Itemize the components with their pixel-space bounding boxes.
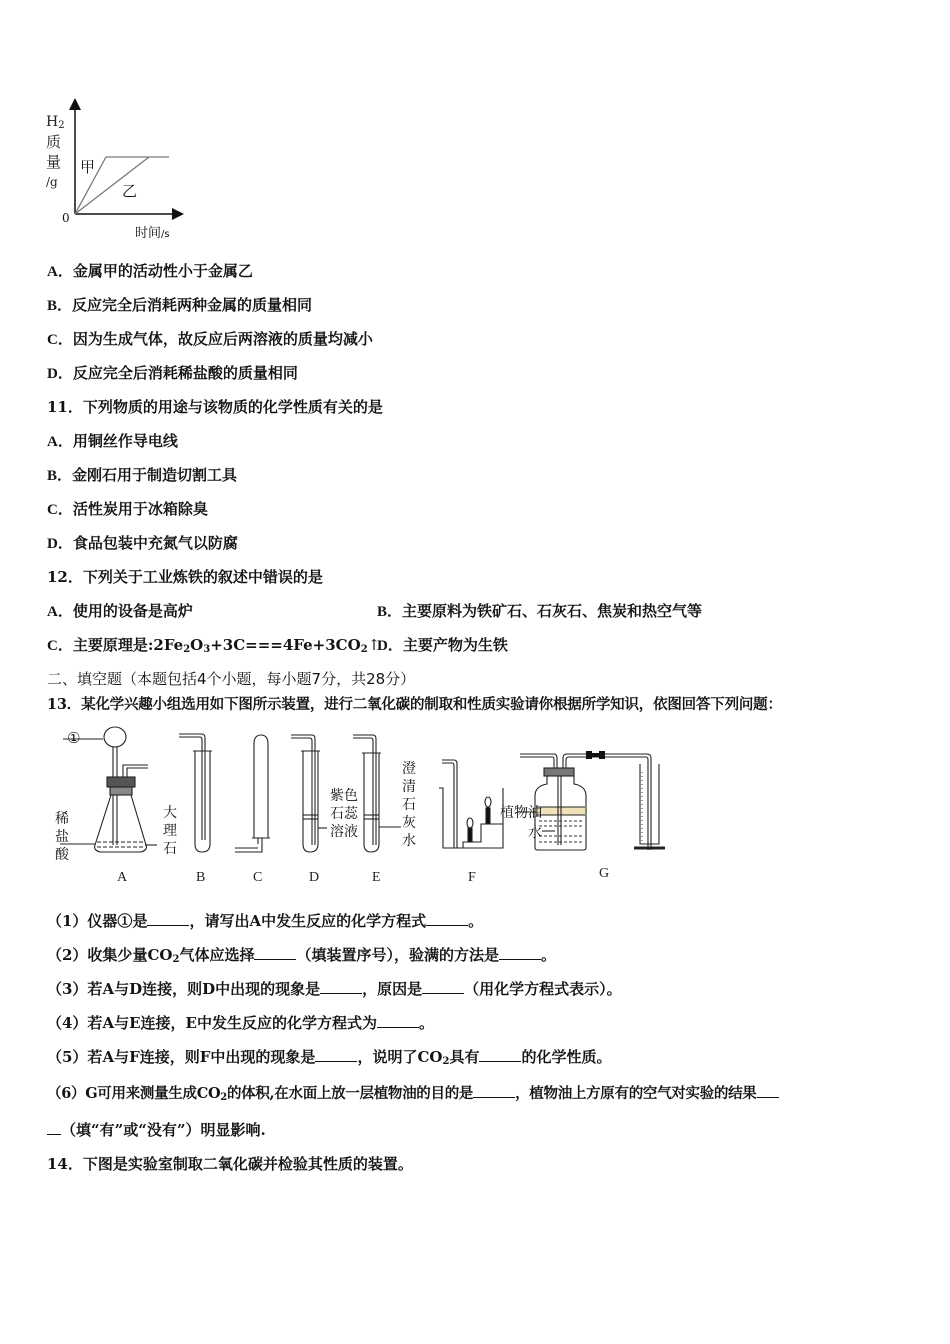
label-char: 大	[163, 805, 177, 821]
q12-option-c	[47, 635, 380, 656]
label-char: 石	[163, 841, 177, 857]
apparatus-letter-b: B	[196, 870, 206, 885]
text: F	[129, 1048, 140, 1066]
x-axis-label	[135, 222, 170, 241]
q11-stem: 11．下列物质的用途与该物质的化学性质有关的是	[47, 398, 383, 416]
q13-part-6-continued	[47, 1120, 266, 1140]
text: 。	[419, 1014, 435, 1032]
x-label-unit: /s	[161, 229, 170, 240]
text: E	[129, 1014, 141, 1032]
label-char: 澄	[402, 761, 416, 777]
text: ，原因是	[362, 980, 423, 998]
q11-option-a	[47, 431, 178, 452]
option-text: 反应完全后消耗稀盐酸的质量相同	[72, 364, 298, 382]
subscript: 2	[183, 644, 191, 655]
label-char: 酸	[55, 847, 69, 863]
option-letter: A．	[47, 604, 73, 620]
y-label-h: H	[46, 114, 59, 130]
apparatus-letter-c: C	[253, 870, 263, 885]
option-text: 用铜丝作导电线	[72, 432, 178, 450]
subscript: 2	[172, 954, 180, 965]
equation-part: +3C===4Fe+3CO	[210, 636, 361, 654]
answer-blank[interactable]	[254, 945, 296, 960]
text: 连接，	[140, 1014, 186, 1032]
q13-part-2	[47, 945, 556, 965]
apparatus-letter-g: G	[599, 866, 610, 881]
label-limewater	[402, 760, 418, 850]
label-char: 石	[402, 797, 416, 813]
answer-blank-continued[interactable]	[47, 1120, 61, 1135]
text: A	[102, 980, 115, 998]
label-line: 紫色	[330, 788, 358, 804]
q12-option-a	[47, 601, 193, 622]
answer-blank[interactable]	[426, 911, 468, 926]
y-label-line3: 量	[46, 153, 62, 171]
text: 可用来测量生成	[97, 1085, 197, 1102]
apparatus-letter-f: F	[468, 870, 476, 885]
text: A	[249, 912, 262, 930]
text: 的体积,在水面上放一层植物油的目的是	[226, 1085, 474, 1102]
text: 与	[114, 1048, 130, 1066]
label-circled-one: ①	[67, 729, 81, 747]
series-label-yi: 乙	[122, 182, 138, 200]
q12-option-d	[377, 635, 508, 656]
option-letter: D．	[47, 366, 73, 382]
section-heading-fill-in: 二、填空题（本题包括4个小题，每小题7分，共28分）	[47, 670, 416, 688]
answer-blank[interactable]	[479, 1047, 521, 1062]
label-char: 稀	[55, 811, 69, 827]
text: 。	[540, 946, 556, 964]
apparatus-letter-a: A	[117, 870, 128, 885]
equation-part: O	[190, 636, 204, 654]
text: （6）	[47, 1085, 86, 1102]
y-axis-label	[46, 112, 65, 192]
option-text: 反应完全后消耗两种金属的质量相同	[72, 296, 313, 314]
subscript: 3	[203, 644, 211, 655]
text: A	[102, 1014, 115, 1032]
text: CO	[417, 1048, 443, 1066]
q10-option-a	[47, 261, 253, 282]
answer-blank[interactable]	[499, 945, 541, 960]
label-line: 溶液	[330, 824, 358, 840]
equation-part: 主要原理是:2Fe	[72, 636, 184, 654]
label-char: 水	[402, 833, 416, 849]
text: D	[129, 980, 143, 998]
text: 气体应选择	[179, 946, 255, 964]
answer-blank[interactable]	[147, 911, 189, 926]
text: A	[102, 1048, 115, 1066]
option-letter: D．	[47, 536, 73, 552]
text: 连接，则	[142, 980, 203, 998]
text: CO	[147, 946, 173, 964]
text: （3）若	[47, 980, 103, 998]
text: （5）若	[47, 1048, 103, 1066]
text: 与	[114, 980, 130, 998]
option-letter: B．	[47, 468, 73, 484]
label-marble	[163, 804, 179, 858]
option-letter: D．	[377, 638, 403, 654]
option-letter: C．	[47, 502, 73, 518]
apparatus-letter-e: E	[372, 870, 381, 885]
label-char: 理	[163, 823, 177, 839]
q13-part-3	[47, 979, 622, 999]
option-text: 主要原料为铁矿石、石灰石、焦炭和热空气等	[402, 602, 703, 620]
text: 中出现的现象是	[215, 980, 321, 998]
y-label-line4: /g	[46, 175, 58, 189]
apparatus-letter-d: D	[309, 870, 320, 885]
label-char: 盐	[55, 829, 69, 845]
option-text: 使用的设备是高炉	[72, 602, 193, 620]
text: 连接，则	[139, 1048, 200, 1066]
answer-blank[interactable]	[757, 1083, 779, 1098]
option-text: 金刚石用于制造切割工具	[72, 466, 238, 484]
label-water: 水	[528, 825, 542, 841]
q11-option-b	[47, 465, 237, 486]
option-letter: C．	[47, 638, 73, 654]
option-text: 活性炭用于冰箱除臭	[72, 500, 208, 518]
option-letter: A．	[47, 264, 73, 280]
text: （填装置序号），验满的方法是	[296, 946, 499, 964]
subscript: 2	[360, 644, 368, 655]
q11-option-d	[47, 533, 238, 554]
text: （填“有”或“没有”）明显影响.	[61, 1121, 266, 1139]
text: 与	[114, 1014, 130, 1032]
text: 中发生反应的化学方程式	[261, 912, 427, 930]
option-letter: A．	[47, 434, 73, 450]
h2-mass-time-graph	[44, 98, 204, 243]
q13-part-4	[47, 1013, 434, 1033]
text: （用化学方程式表示）。	[464, 980, 622, 998]
label-char: 清	[402, 779, 416, 795]
text: ，植物油上方原有的空气对实验的结果	[515, 1085, 757, 1102]
text: CO	[196, 1085, 221, 1102]
answer-blank[interactable]	[377, 1013, 419, 1028]
text: 。	[468, 912, 484, 930]
option-text: 金属甲的活动性小于金属乙	[72, 262, 253, 280]
text: F	[199, 1048, 211, 1066]
q10-option-b	[47, 295, 312, 316]
q13-part-1	[47, 911, 483, 931]
text: （4）若	[47, 1014, 103, 1032]
text: G	[85, 1085, 98, 1102]
gas-arrow: ↑	[367, 636, 381, 654]
x-label-text: 时间	[135, 226, 162, 241]
option-text: 主要产物为生铁	[402, 636, 508, 654]
apparatus-diagram	[45, 720, 685, 890]
text: 中出现的现象是	[210, 1048, 316, 1066]
subscript: 2	[442, 1056, 450, 1067]
subscript: 2	[220, 1092, 227, 1103]
label-vegetable-oil: 植物油	[500, 805, 542, 821]
label-dilute-hcl	[55, 810, 71, 864]
label-line: 石蕊	[330, 806, 358, 822]
text: 中发生反应的化学方程式为	[196, 1014, 377, 1032]
option-text: 食品包装中充氮气以防腐	[72, 534, 238, 552]
q12-option-b	[377, 601, 702, 622]
text: ，说明了	[357, 1048, 418, 1066]
answer-blank[interactable]	[473, 1083, 515, 1098]
q13-part-5	[47, 1047, 611, 1067]
option-letter: C．	[47, 332, 73, 348]
answer-blank[interactable]	[422, 979, 464, 994]
label-char: 灰	[402, 815, 416, 831]
text: 的化学性质。	[521, 1048, 612, 1066]
y-label-sub: 2	[58, 120, 65, 131]
series-label-jia: 甲	[80, 158, 96, 176]
q13-stem: 13．某化学兴趣小组选用如下图所示装置，进行二氧化碳的制取和性质实验请你根据所学知识，依图回答下列问题：	[47, 696, 782, 713]
label-litmus	[330, 787, 358, 841]
option-letter: B．	[377, 604, 403, 620]
answer-blank[interactable]	[315, 1047, 357, 1062]
text: E	[185, 1014, 197, 1032]
q11-option-c	[47, 499, 208, 520]
q10-option-d	[47, 363, 298, 384]
q12-stem: 12．下列关于工业炼铁的叙述中错误的是	[47, 568, 323, 586]
text: （2）收集少量	[47, 946, 148, 964]
answer-blank[interactable]	[320, 979, 362, 994]
text: 具有	[449, 1048, 480, 1066]
option-letter: B．	[47, 298, 73, 314]
origin-label: 0	[62, 211, 70, 225]
q13-part-6	[47, 1083, 779, 1104]
text: ，请写出	[189, 912, 250, 930]
text: D	[202, 980, 216, 998]
text: （1）仪器①是	[47, 912, 148, 930]
q14-stem: 14．下图是实验室制取二氧化碳并检验其性质的装置。	[47, 1155, 413, 1173]
q10-option-c	[47, 329, 373, 350]
y-label-line2: 质	[46, 133, 62, 151]
option-text: 因为生成气体，故反应后两溶液的质量均减小	[72, 330, 373, 348]
apparatus-drawing	[45, 720, 685, 890]
